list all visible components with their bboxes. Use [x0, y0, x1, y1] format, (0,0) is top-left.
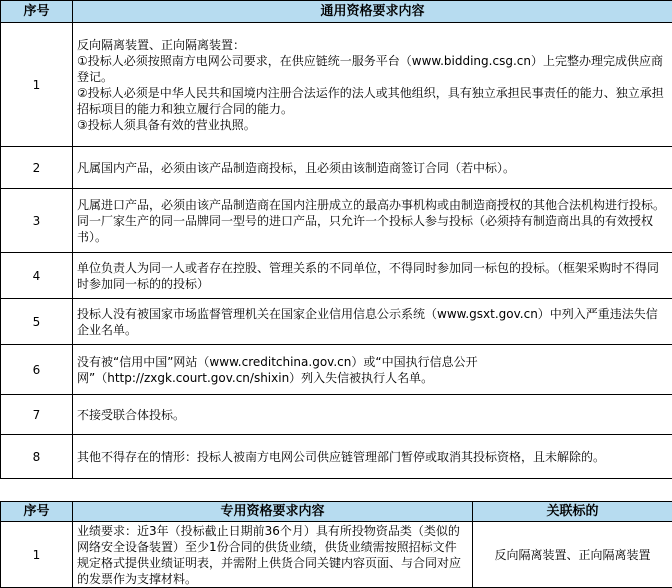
content-line: ①投标人必须按照南方电网公司要求，在供应链统一服务平台（www.bidding.csg.cn）上完整办理完成供应商登记。 [77, 53, 668, 85]
row-index: 7 [1, 395, 73, 435]
row-content: 其他不得存在的情形：投标人被南方电网公司供应链管理部门暂停或取消其投标资格，且未解除的。 [73, 435, 672, 479]
row-index: 4 [1, 253, 73, 299]
row-index: 2 [1, 147, 73, 189]
row-content: 凡属国内产品，必须由该产品制造商投标，且必须由该制造商签订合同（若中标）。 [73, 147, 672, 189]
row-index: 3 [1, 189, 73, 253]
table-row [1, 522, 672, 588]
table-row [1, 23, 672, 147]
table-row [1, 345, 672, 395]
row-related: 反向隔离装置、正向隔离装置 [473, 522, 672, 588]
table-row [1, 253, 672, 299]
row-content: 不接受联合体投标。 [73, 395, 672, 435]
row-index: 8 [1, 435, 73, 479]
table-row [1, 147, 672, 189]
row-index: 6 [1, 345, 73, 395]
content-line: 反向隔离装置、正向隔离装置： [77, 37, 668, 53]
table-row [1, 299, 672, 345]
row-content: 没有被“信用中国”网站（www.creditchina.gov.cn）或“中国执行信息公开网”（http://zxgk.court.gov.cn/shixin）列入失信被执行人名单。 [73, 345, 672, 395]
header-content: 专用资格要求内容 [73, 502, 473, 522]
row-content: 单位负责人为同一人或者存在控股、管理关系的不同单位，不得同时参加同一标包的投标。（框架采购时不得同时参加同一标的的投标） [73, 253, 672, 299]
table-gap [0, 479, 672, 501]
table-row [1, 435, 672, 479]
table-header-row [1, 502, 672, 522]
header-index: 序号 [1, 502, 73, 522]
header-index: 序号 [1, 1, 73, 23]
row-content: 投标人没有被国家市场监督管理机关在国家企业信用信息公示系统（www.gsxt.gov.cn）中列入严重违法失信企业名单。 [73, 299, 672, 345]
row-content [73, 23, 672, 147]
content-line: ③投标人须具备有效的营业执照。 [77, 117, 668, 133]
table-row [1, 395, 672, 435]
row-index: 1 [1, 522, 73, 588]
content-line: ②投标人必须是中华人民共和国境内注册合法运作的法人或其他组织，具有独立承担民事责任的能力、独立承担招标项目的能力和独立履行合同的能力。 [77, 85, 668, 117]
header-content: 通用资格要求内容 [73, 1, 672, 23]
row-index: 5 [1, 299, 73, 345]
row-index: 1 [1, 23, 73, 147]
table-header-row [1, 1, 672, 23]
row-content: 业绩要求：近3年（投标截止日期前36个月）具有所投物资品类（类似的网络安全设备装置）至少1份合同的供货业绩，供货业绩需按照招标文件规定格式提供业绩证明表，并需附上供货合同关键内容页面、与合同对应的发票作为支撑材料。 [73, 522, 473, 588]
header-related: 关联标的 [473, 502, 672, 522]
row-content: 凡属进口产品，必须由该产品制造商在国内注册成立的最高办事机构或由制造商授权的其他合法机构进行投标。同一厂家生产的同一品牌同一型号的进口产品，只允许一个投标人参与投标（必须持有制造商出具的有效授权书）。 [73, 189, 672, 253]
table-row [1, 189, 672, 253]
special-requirements-table [0, 501, 672, 588]
